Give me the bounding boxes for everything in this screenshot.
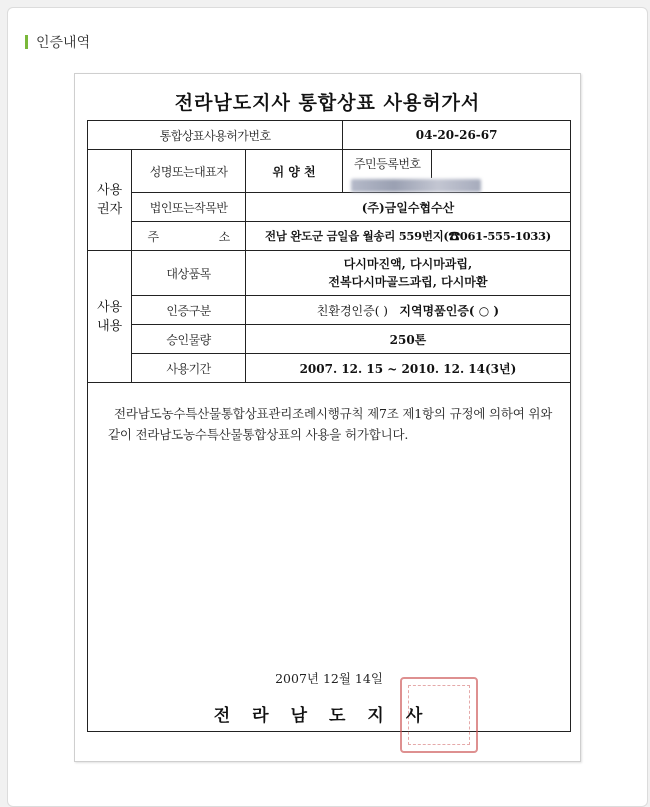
table-row [88,150,570,193]
table-row [88,325,570,354]
permit-table [88,121,570,383]
address-value: 전남 완도군 금일읍 월송리 559번지(☎061-555-1033) [245,222,570,251]
redacted-resident-number [351,179,481,192]
table-row [88,121,570,150]
content-group-label: 사용 내용 [88,251,132,383]
period-value: 2007. 12. 15 ~ 2010. 12. 14(3년) [245,354,570,383]
section-title-text: 인증내역 [36,35,91,51]
section-title-bar [25,35,28,49]
issue-date: 2007년 12월 14일 [275,671,383,686]
cert-value: 친환경인증( ) 지역명품인증( ○ ) [245,296,570,325]
certificate-image [74,73,581,762]
permit-form [87,120,571,732]
corp-value: (주)금일수협수산 [245,193,570,222]
table-row [88,296,570,325]
qty-label: 승인물량 [132,325,246,354]
issuer-signature: 전라남도지사 [213,706,445,726]
document-title: 전라남도지사 통합상표 사용허가서 [174,92,481,114]
resident-cell [343,150,570,193]
resident-label: 주민등록번호 [343,150,432,178]
corp-label: 법인또는작목반 [132,193,246,222]
qty-value: 250톤 [245,325,570,354]
table-row [88,222,570,251]
table-row [88,354,570,383]
permit-body-text: 전라남도농수특산물통합상표관리조례시행규칙 제7조 제1항의 규정에 의하여 위와 같이 전라남도농수특산물통합상표의 사용을 허가합니다. [108,406,553,442]
user-group-label: 사용 권자 [88,150,132,251]
cert-label: 인증구분 [132,296,246,325]
rep-label: 성명또는대표자 [132,150,246,193]
item-label: 대상품목 [132,251,246,296]
period-label: 사용기간 [132,354,246,383]
address-label: 주 소 [132,222,246,251]
permit-number-value: 04-20-26-67 [343,121,570,150]
table-row [88,193,570,222]
permit-number-label: 통합상표사용허가번호 [88,121,343,150]
table-row [88,251,570,296]
item-value: 다시마진액, 다시마과립, 전복다시마골드과립, 다시마환 [245,251,570,296]
section-title [25,34,90,52]
rep-value: 위 양 천 [245,150,342,193]
